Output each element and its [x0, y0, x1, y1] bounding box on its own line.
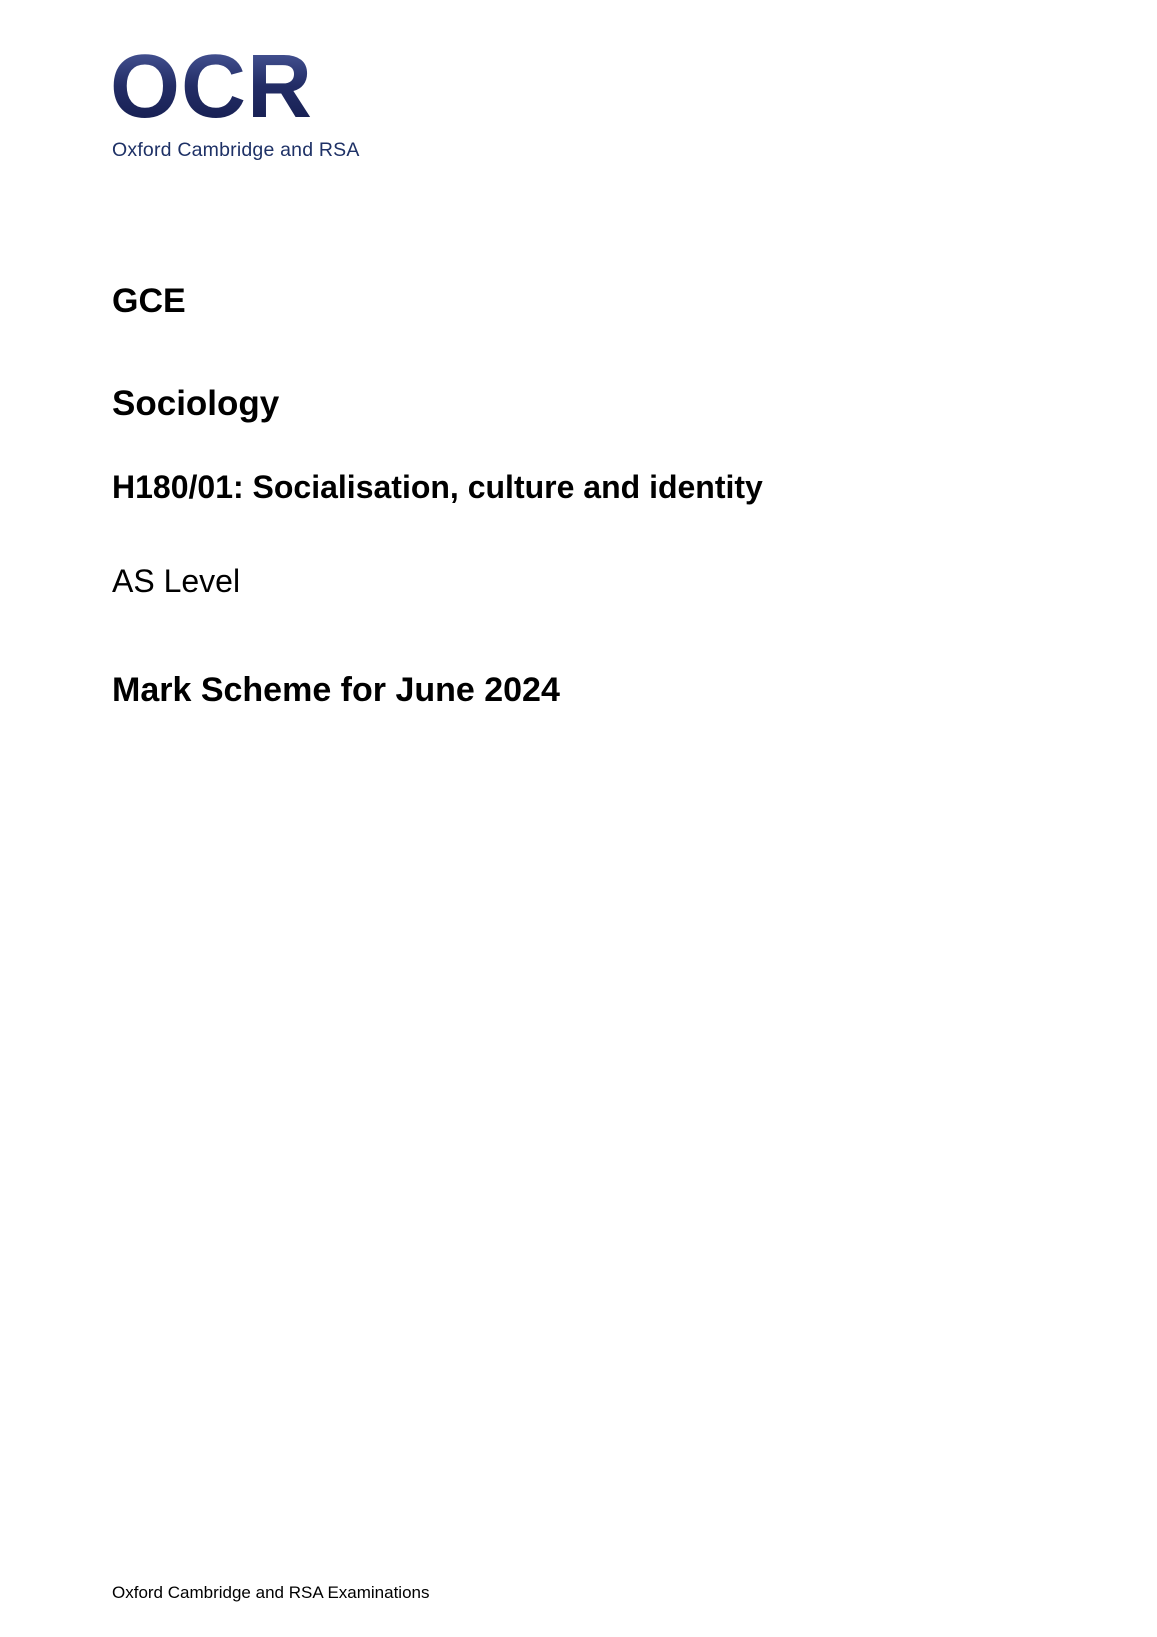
ocr-logo-wordmark: OCR [110, 42, 360, 132]
document-title: Mark Scheme for June 2024 [112, 671, 560, 709]
subject-heading: Sociology [112, 384, 280, 423]
ocr-logo [110, 37, 360, 162]
footer-text: Oxford Cambridge and RSA Examinations [112, 1583, 430, 1602]
level-text: AS Level [112, 563, 241, 599]
ocr-logo-tagline: Oxford Cambridge and RSA [112, 139, 360, 161]
unit-heading: H180/01: Socialisation, culture and identity [112, 469, 763, 505]
qualification-heading: GCE [112, 282, 186, 320]
